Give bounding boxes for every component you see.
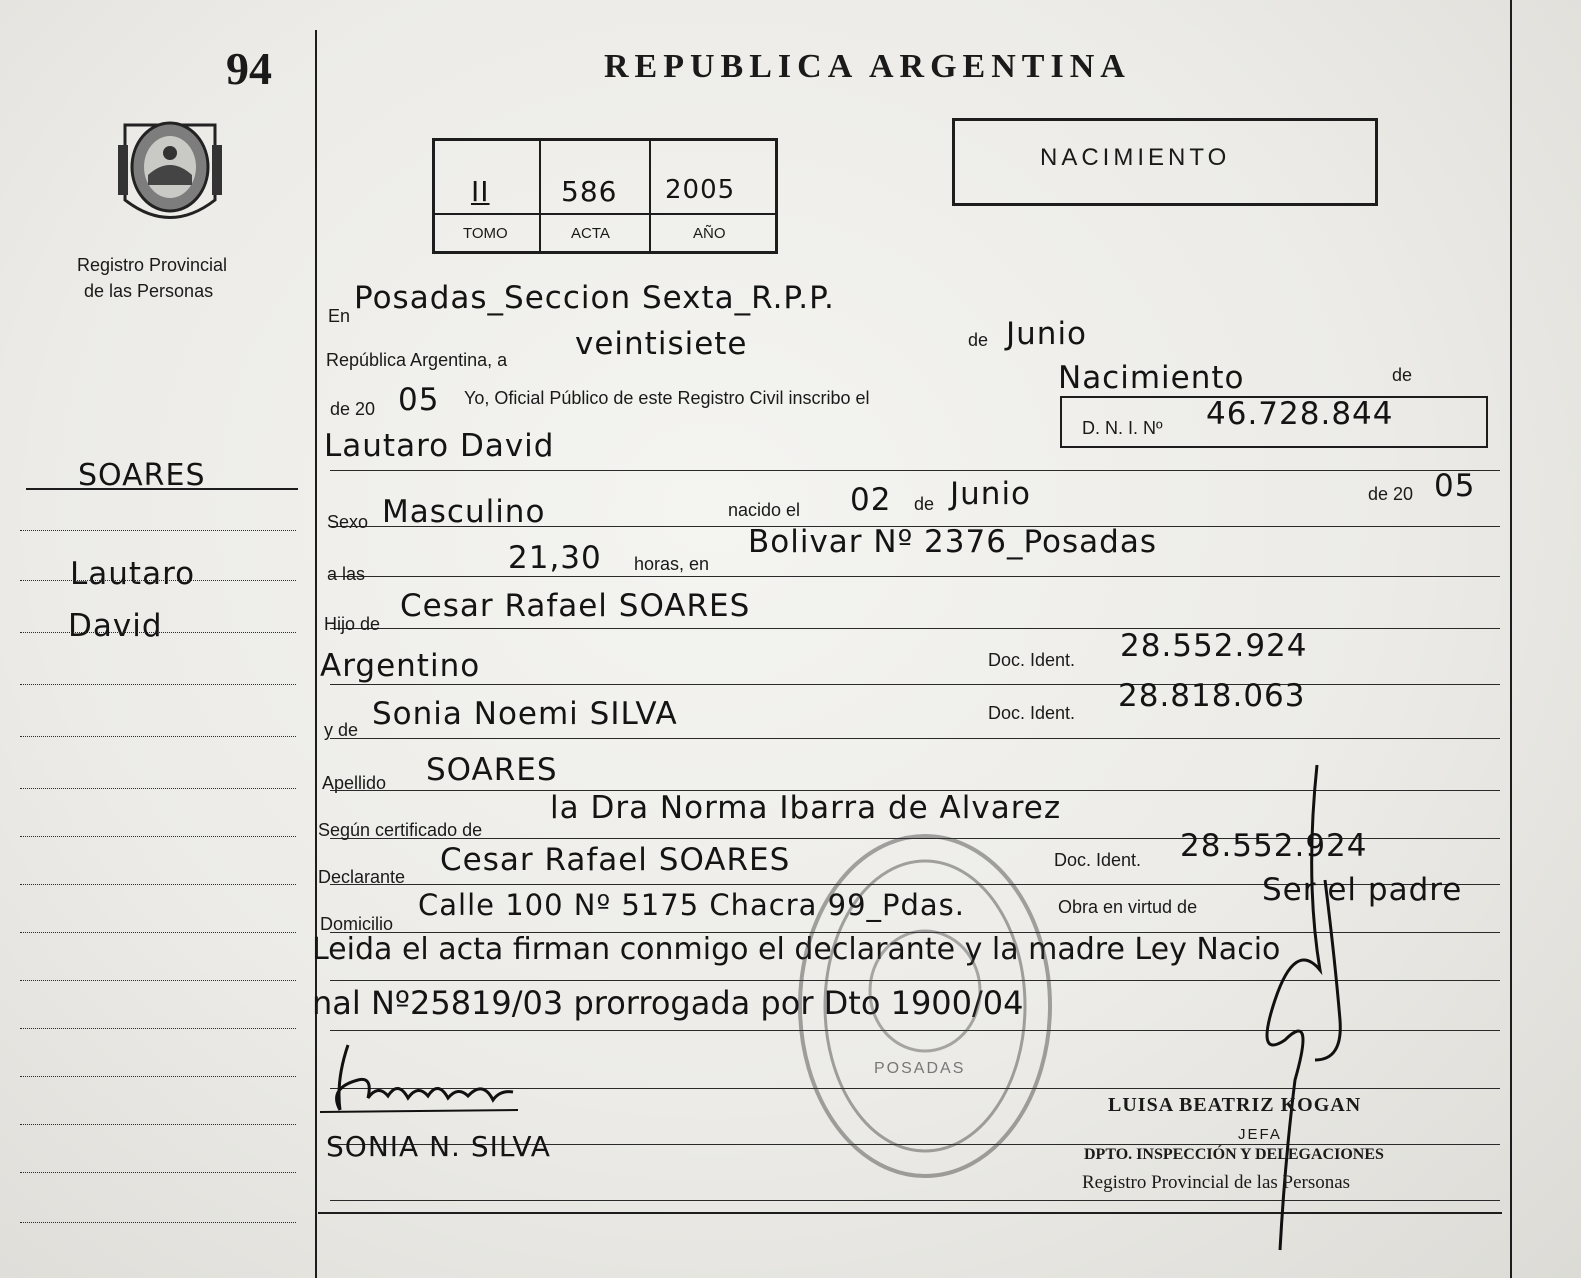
- doc-label-2: Doc. Ident.: [988, 703, 1076, 723]
- margin-rule: [26, 488, 298, 490]
- birth-place: Bolivar Nº 2376_Posadas: [748, 524, 1157, 560]
- stamp-city: POSADAS: [874, 1060, 966, 1077]
- de-label-3: de: [914, 494, 935, 514]
- day: veintisiete: [575, 326, 748, 362]
- sexo-label: Sexo: [327, 512, 369, 532]
- de20-label-2: de 20: [1368, 484, 1414, 504]
- mother-printed-name: SONIA N. SILVA: [326, 1130, 551, 1163]
- body-rule: [330, 576, 1500, 577]
- page-number: 94: [226, 43, 272, 94]
- dom-label: Domicilio: [320, 914, 394, 934]
- country-title: REPUBLICA ARGENTINA: [604, 48, 1131, 85]
- rep-label: República Argentina, a: [326, 350, 508, 370]
- ano-value: 2005: [665, 175, 736, 205]
- event: Nacimiento: [1058, 360, 1245, 396]
- yde-label: y de: [324, 720, 359, 740]
- declarant-doc: 28.552.924: [1180, 828, 1368, 864]
- birth-month: Junio: [950, 476, 1032, 512]
- record-table: [432, 138, 778, 254]
- official-organization: Registro Provincial de las Personas: [1082, 1172, 1351, 1193]
- month: Junio: [1006, 316, 1088, 352]
- declarant: Cesar Rafael SOARES: [440, 842, 791, 878]
- body-rule: [330, 738, 1500, 739]
- margin-rule: [20, 684, 296, 685]
- margin-rule: [20, 980, 296, 981]
- yo-label: Yo, Oficial Público de este Registro Civil inscribo el: [464, 388, 870, 408]
- ano-label: AÑO: [693, 225, 726, 242]
- mother-name: Sonia Noemi SILVA: [372, 696, 678, 732]
- hour: 21,30: [508, 540, 602, 576]
- mother-doc: 28.818.063: [1118, 678, 1306, 714]
- tomo-label: TOMO: [463, 225, 508, 242]
- official-stamp-icon: [790, 826, 1060, 1186]
- certifier: la Dra Norma Ibarra de Alvarez: [550, 790, 1062, 826]
- year: 05: [398, 382, 440, 418]
- margin-rule: [20, 1028, 296, 1029]
- de-label-2: de: [1392, 365, 1413, 385]
- margin-rule: [20, 632, 296, 633]
- doc-label-3: Doc. Ident.: [1054, 850, 1142, 870]
- father-nationality: Argentino: [320, 648, 481, 684]
- birth-day: 02: [850, 482, 892, 518]
- father-name: Cesar Rafael SOARES: [400, 588, 751, 624]
- right-border: [1510, 0, 1512, 1278]
- provincial-seal-icon: [110, 105, 230, 235]
- virtue: Ser el padre: [1262, 872, 1463, 908]
- margin-rule: [20, 932, 296, 933]
- margin-rule: [20, 836, 296, 837]
- margin-rule: [20, 1124, 296, 1125]
- margin-rule: [20, 1172, 296, 1173]
- body-rule: [330, 684, 1500, 685]
- margin-rule: [20, 530, 296, 531]
- acta-value: 586: [561, 175, 618, 208]
- margin-rule: [20, 788, 296, 789]
- margin-second-name: David: [68, 608, 163, 644]
- place: Posadas_Seccion Sexta_R.P.P.: [354, 280, 835, 316]
- child-name: Lautaro David: [324, 428, 555, 464]
- horas-label: horas, en: [634, 554, 710, 574]
- a-las-label: a las: [327, 564, 366, 584]
- body-rule: [330, 628, 1500, 629]
- cert-label: Según certificado de: [318, 820, 483, 840]
- margin-rule: [20, 884, 296, 885]
- registry-title-line2: de las Personas: [84, 281, 214, 301]
- dni-value: 46.728.844: [1206, 396, 1394, 432]
- margin-rule: [20, 580, 296, 581]
- decl-label: Declarante: [318, 867, 406, 887]
- de-label: de: [968, 330, 989, 350]
- doc-label-1: Doc. Ident.: [988, 650, 1076, 670]
- obra-label: Obra en virtud de: [1058, 897, 1198, 917]
- mother-signature: [318, 1040, 528, 1120]
- tomo-value: II: [471, 175, 490, 208]
- act-type: NACIMIENTO: [1040, 144, 1231, 171]
- birth-year: 05: [1434, 468, 1476, 504]
- margin-surname: SOARES: [78, 458, 206, 493]
- margin-rule: [20, 1222, 296, 1223]
- note-line-2: nal Nº25819/03 prorrogada por Dto 1900/04: [312, 984, 1024, 1022]
- de20-label: de 20: [330, 399, 376, 419]
- margin-divider: [315, 30, 317, 1278]
- dni-label: D. N. I. Nº: [1082, 418, 1163, 438]
- en-label: En: [328, 306, 351, 326]
- father-doc: 28.552.924: [1120, 628, 1308, 664]
- official-department: DPTO. INSPECCIÓN Y DELEGACIONES: [1084, 1146, 1384, 1163]
- hijo-label: Hijo de: [324, 614, 381, 634]
- margin-first-name: Lautaro: [70, 556, 196, 592]
- body-rule: [330, 470, 1500, 471]
- official-title: JEFA: [1238, 1126, 1282, 1143]
- margin-rule: [20, 736, 296, 737]
- official-name: LUISA BEATRIZ KOGAN: [1108, 1094, 1362, 1116]
- sexo: Masculino: [382, 494, 546, 530]
- domicile: Calle 100 Nº 5175 Chacra 99_Pdas.: [418, 888, 966, 922]
- note-line-1: Leida el acta firman conmigo el declarante y la madre Ley Nacio: [312, 932, 1281, 967]
- acta-label: ACTA: [571, 225, 610, 242]
- nacido-label: nacido el: [728, 500, 801, 520]
- apellido-label: Apellido: [322, 773, 387, 793]
- margin-rule: [20, 1076, 296, 1077]
- apellido: SOARES: [426, 752, 558, 788]
- registry-title-line1: Registro Provincial: [77, 255, 228, 275]
